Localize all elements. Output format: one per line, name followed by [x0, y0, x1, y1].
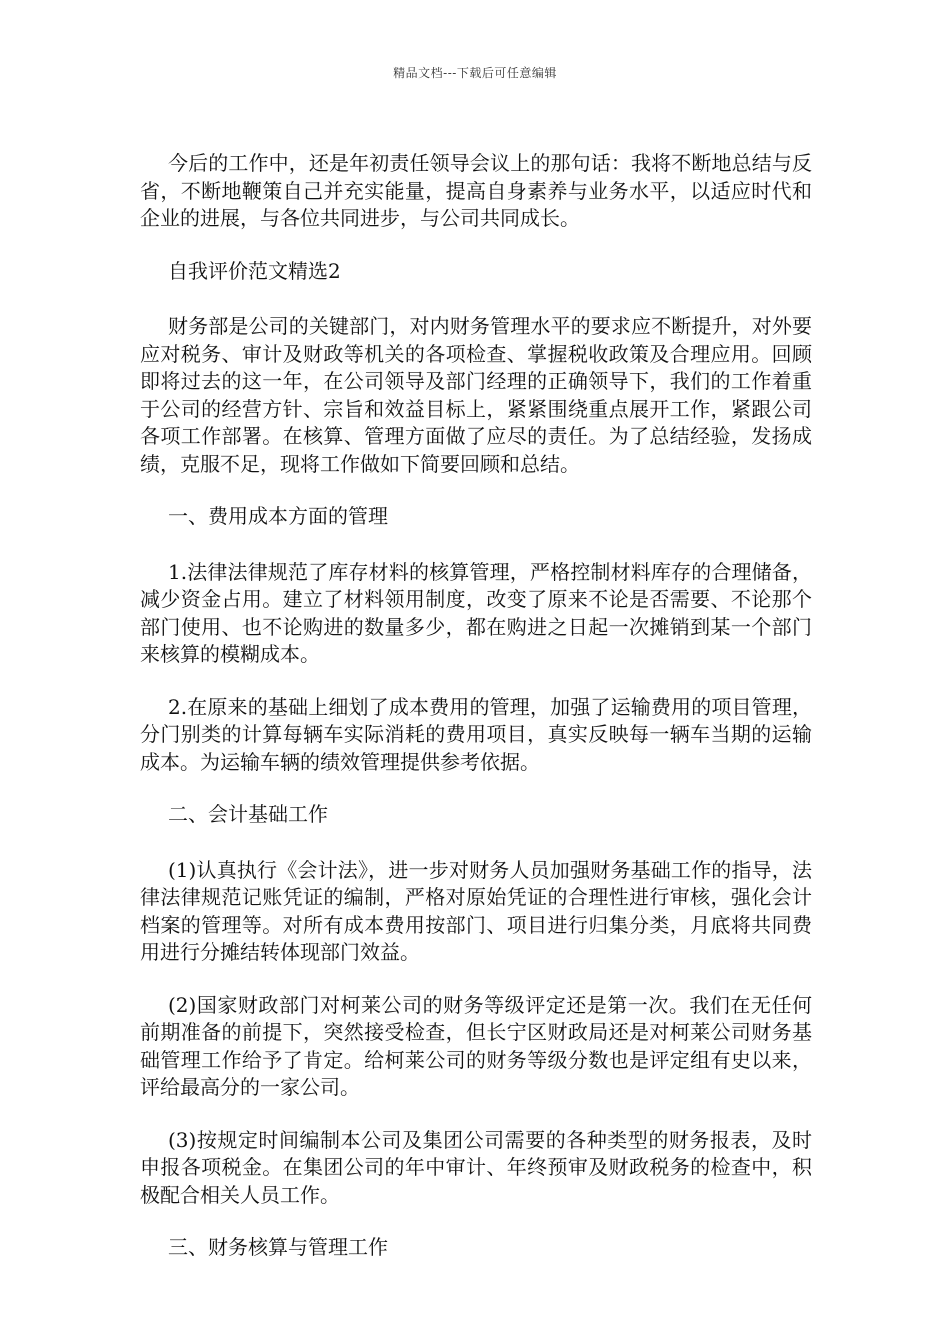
paragraph-accounting-item-1: (1)认真执行《会计法》，进一步对财务人员加强财务基础工作的指导，法律法律规范记账凭证的编制，严格对原始凭证的合理性进行审核，强化会计档案的管理等。对所有成本费用按部门、项目进行归集分类，月底将共同费用进行分摊结转体现部门效益。	[140, 857, 812, 964]
section-title: 自我评价范文精选2	[168, 258, 341, 283]
section-heading-cost: 一、费用成本方面的管理	[168, 504, 388, 528]
paragraph-cost-item-2: 2.在原来的基础上细划了成本费用的管理，加强了运输费用的项目管理，分门别类的计算每辆车实际消耗的费用项目，真实反映每一辆车当期的运输成本。为运输车辆的绩效管理提供参考依据。	[140, 694, 812, 774]
paragraph-intro: 财务部是公司的关键部门，对内财务管理水平的要求应不断提升，对外要应对税务、审计及财政等机关的各项检查、掌握税收政策及合理应用。回顾即将过去的这一年，在公司领导及部门经理的正确领导下，我们的工作着重于公司的经营方针、宗旨和效益目标上，紧紧围绕重点展开工作，紧跟公司各项工作部署。在核算、管理方面做了应尽的责任。为了总结经验，发扬成绩，克服不足，现将工作做如下简要回顾和总结。	[140, 314, 812, 476]
paragraph-cost-item-1: 1.法律法律规范了库存材料的核算管理，严格控制材料库存的合理储备，减少资金占用。建立了材料领用制度，改变了原来不论是否需要、不论那个部门使用、也不论购进的数量多少，都在购进之日起一次摊销到某一个部门来核算的模糊成本。	[140, 559, 812, 666]
section-heading-accounting: 二、会计基础工作	[168, 802, 328, 826]
page-header: 精品文档---下载后可任意编辑	[393, 66, 557, 80]
paragraph-accounting-item-2: (2)国家财政部门对柯莱公司的财务等级评定还是第一次。我们在无任何前期准备的前提下，突然接受检查，但长宁区财政局还是对柯莱公司财务基础管理工作给予了肯定。给柯莱公司的财务等级分数也是评定组有史以来，评给最高分的一家公司。	[140, 992, 812, 1099]
paragraph-closing: 今后的工作中，还是年初责任领导会议上的那句话：我将不断地总结与反省，不断地鞭策自己并充实能量，提高自身素养与业务水平，以适应时代和企业的进展，与各位共同进步，与公司共同成长。	[140, 151, 812, 230]
section-heading-finance: 三、财务核算与管理工作	[168, 1235, 388, 1259]
paragraph-accounting-item-3: (3)按规定时间编制本公司及集团公司需要的各种类型的财务报表，及时申报各项税金。在集团公司的年中审计、年终预审及财政税务的检查中，积极配合相关人员工作。	[140, 1127, 812, 1207]
document-body	[140, 150, 812, 1290]
